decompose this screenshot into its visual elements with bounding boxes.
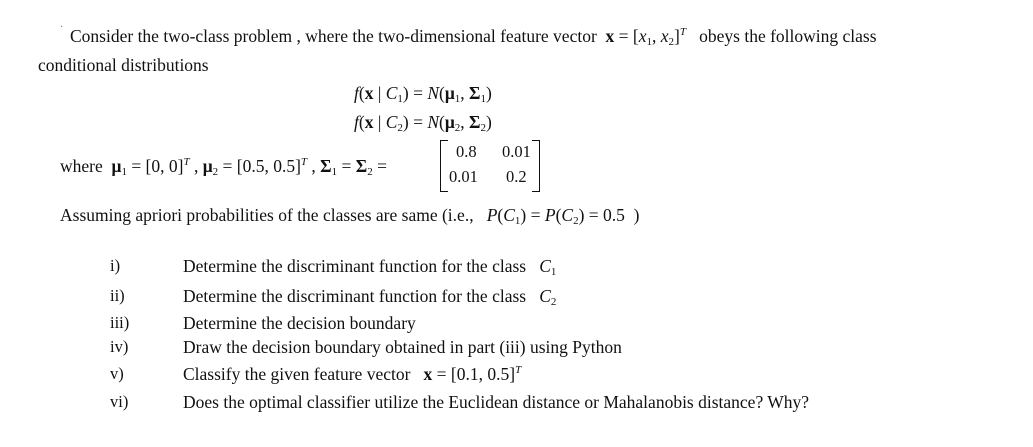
matrix-left-bracket: [440, 140, 448, 192]
intro-text-prefix: Consider the two-class problem , where the two-dimensional feature vector: [70, 26, 597, 46]
question-item: [183, 336, 622, 358]
question-number: iii): [110, 313, 130, 332]
question-text: Classify the given feature vector: [183, 364, 411, 384]
parameters-definition: $\mu_1 = [0$, 0]$^T$ , $\mu_2 = [0.5$, 0.5]$^T$ , $\Sigma_1 = \Sigma_2$ =: [111, 156, 387, 178]
test-vector: x = [0.1, 0.5]$^T$: [423, 364, 522, 384]
question-text: Determine the decision boundary: [183, 313, 416, 333]
question-number: ii): [110, 286, 125, 305]
question-text: Determine the discriminant function for the class: [183, 256, 527, 276]
class-symbol: $C_2$: [539, 286, 557, 308]
bullet-mark: ·: [60, 22, 64, 33]
matrix-cell-r1c2: 0.01: [502, 142, 531, 161]
question-item: [183, 363, 521, 385]
question-item: [183, 312, 416, 334]
matrix-cell-r2c2: 0.2: [506, 167, 527, 186]
question-number: v): [110, 364, 124, 383]
where-label: where: [60, 156, 103, 176]
class-symbol: $C_1$: [539, 256, 557, 278]
question-number: i): [110, 256, 121, 275]
matrix-right-bracket: [532, 140, 540, 192]
assumption-text: Assuming apriori probabilities of the classes are same (i.e.,: [60, 205, 474, 225]
where-line: [60, 155, 387, 177]
class-conditional-eq-1: f(x | $C_1) = N(\mu_1$, $\Sigma_1$): [354, 83, 492, 105]
class-conditional-eq-2: f(x | $C_2) = N(\mu_2$, $\Sigma_2$): [354, 112, 492, 134]
intro-line-1: [70, 25, 877, 47]
matrix-cell-r1c1: 0.8: [456, 142, 477, 161]
intro-line-2: conditional distributions: [38, 55, 209, 75]
question-item: [183, 285, 556, 307]
matrix-cell-r2c1: 0.01: [449, 167, 478, 186]
question-item: [183, 255, 556, 277]
question-text: Determine the discriminant function for the class: [183, 286, 527, 306]
question-item: [183, 391, 809, 413]
question-number: iv): [110, 337, 129, 356]
question-text: Does the optimal classifier utilize the Euclidean distance or Mahalanobis distance? Why?: [183, 392, 810, 412]
covariance-matrix: [440, 140, 540, 190]
prior-probabilities: $P(C_1) = P(C_2) = 0.5$ ): [486, 205, 640, 227]
intro-text-suffix: obeys the following class: [699, 26, 877, 46]
question-text: Draw the decision boundary obtained in part (iii) using Python: [183, 337, 622, 357]
assumption-line: [60, 204, 640, 226]
feature-vector-definition: $x = [x_1$, $x_2]^T$: [605, 26, 686, 48]
question-number: vi): [110, 392, 129, 411]
